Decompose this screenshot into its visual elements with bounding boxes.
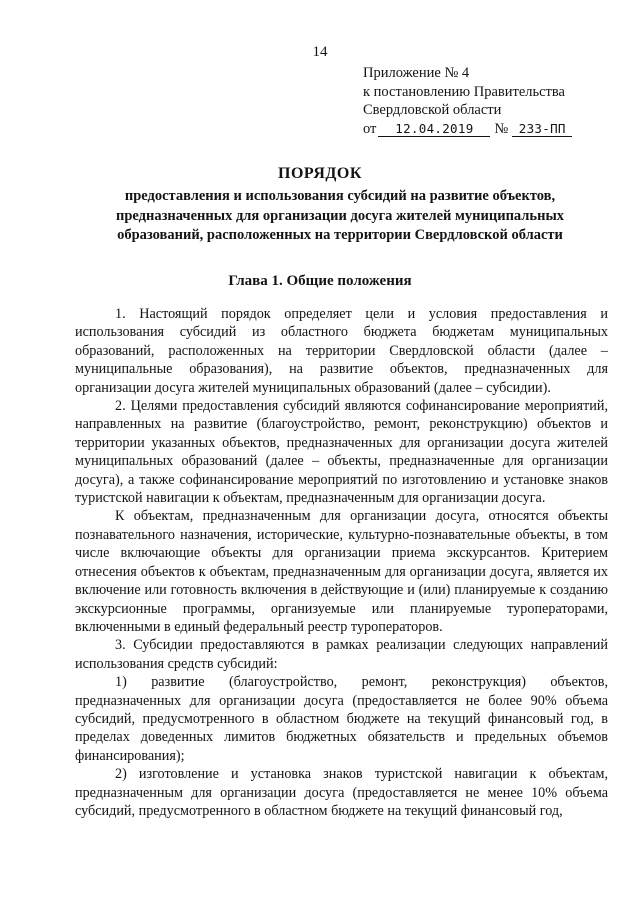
attachment-line-3: Свердловской области xyxy=(363,102,502,118)
paragraph: К объектам, предназначенным для организации досуга, относятся объекты познавательного назначения, исторические, культурно-познавательные объекты, в том числе включающие объекты для организации приема экскурсантов. Критерием отнесения объектов к объектам, предназначенным для организации досуга, является их включение или готовность включения в действующие и (или) планируемые к созданию экскурсионные программы, организуемые или планируемые туроператорами, включенными в единый федеральный реестр туроператоров. xyxy=(75,508,608,635)
attachment-date-number-line xyxy=(363,120,572,139)
attachment-line-2: к постановлению Правительства xyxy=(363,83,565,100)
date-prefix: от xyxy=(363,120,377,137)
paragraph: 3. Субсидии предоставляются в рамках реализации следующих направлений использования средств субсидий: xyxy=(75,637,608,672)
paragraph: 1) развитие (благоустройство, ремонт, реконструкция) объектов, предназначенных для организации досуга (предоставляется не более 90% объема субсидий, предусмотренного в областном бюджете на текущий финансовый год, в пределах доведенных лимитов бюджетных обязательств и предельных объемов финансирования); xyxy=(75,674,608,764)
date-value: 12.04.2019 xyxy=(378,121,490,137)
paragraph: 2. Целями предоставления субсидий являются софинансирование мероприятий, направленных на развитие (благоустройство, ремонт, реконструкцию) объектов и территории указанных объектов, предназначенных для организации досуга жителей муниципальных образований (далее – объекты, предназначенные для организации досуга), а также софинансирование мероприятий по изготовлению и установке знаков туристской навигации к объектам, предназначенным для организации досуга. xyxy=(75,398,608,507)
paragraph: 1. Настоящий порядок определяет цели и условия предоставления и использования субсидий из областного бюджета бюджетам муниципальных образований, расположенных на территории Свердловской области (далее – муниципальные образования), на развитие объектов, предназначенных для организации досуга жителей муниципальных образований (далее – субсидии). xyxy=(75,306,608,396)
document-body xyxy=(75,305,608,820)
page-number: 14 xyxy=(312,44,328,60)
document-subtitle: предоставления и использования субсидий на развитие объектов, предназначенных для организации досуга жителей муниципальных образований, расположенных на территории Свердловской области xyxy=(115,188,565,243)
attachment-block xyxy=(363,64,572,138)
number-value: 233-ПП xyxy=(512,121,572,137)
chapter-heading: Глава 1. Общие положения xyxy=(228,273,412,289)
number-prefix: № xyxy=(494,120,509,137)
attachment-line-1: Приложение № 4 xyxy=(363,65,470,81)
paragraph: 2) изготовление и установка знаков туристской навигации к объектам, предназначенным для организации досуга (предоставляется не менее 10% объема субсидий, предусмотренного в областном бюджете на текущий финансовый год, xyxy=(75,766,608,819)
document-title: ПОРЯДОК xyxy=(278,165,362,182)
